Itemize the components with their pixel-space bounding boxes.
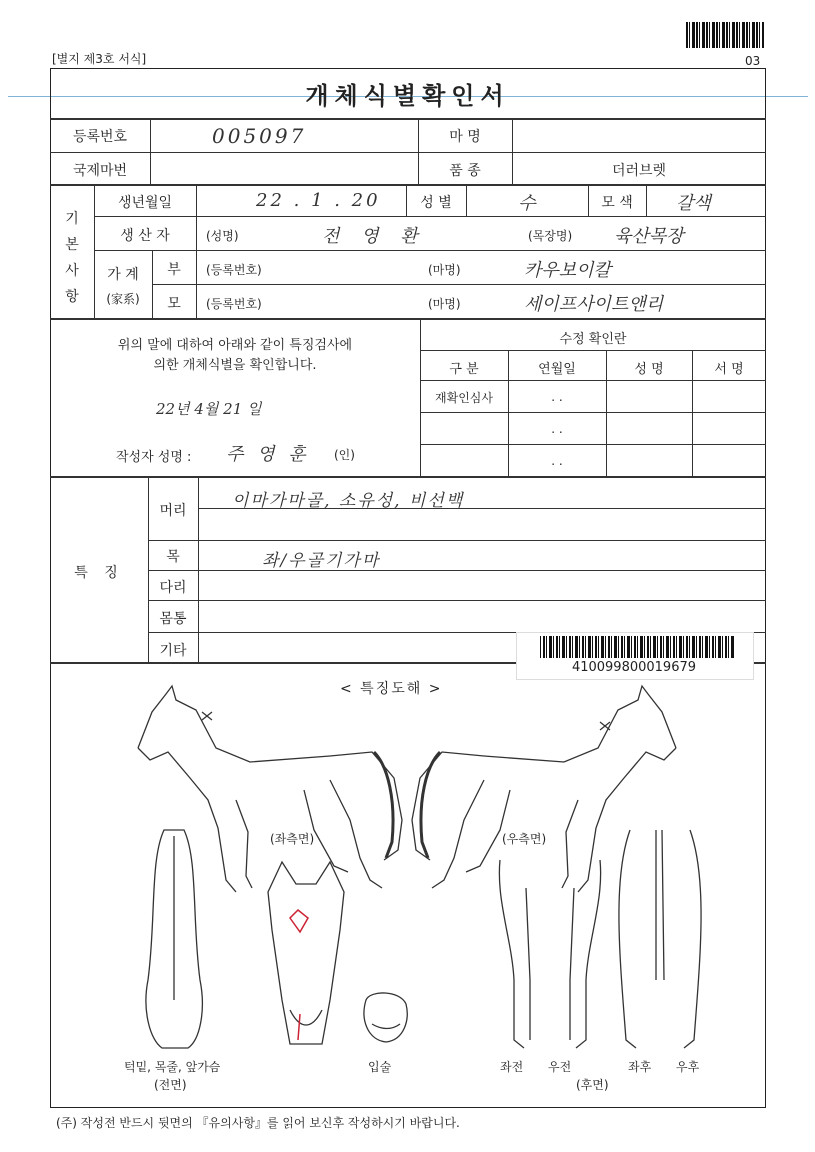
producer-name-sublabel: (성명) [206, 229, 239, 243]
barcode-bars [540, 636, 734, 658]
lip-label: 입술 [368, 1060, 392, 1074]
dam-name: 세이프사이트앤리 [524, 294, 664, 315]
hind-left-label: 좌후 [628, 1060, 652, 1074]
basic-section-label: 기본사항 [65, 211, 79, 305]
revision-title: 수정 확인란 [559, 332, 627, 347]
confirm-text-line1: 위의 말에 대하여 아래와 같이 특징검사에 [117, 338, 353, 353]
producer-label: 생 산 자 [120, 228, 170, 244]
dam-name-sublabel: (마명) [428, 297, 461, 311]
revision-header-date: 연월일 [538, 362, 576, 377]
top-barcode [686, 22, 764, 48]
diagram-title: < 특징도해 > [340, 681, 443, 697]
features-section-label: 특 징 [74, 565, 124, 581]
color-value: 갈색 [676, 193, 711, 214]
sex-value: 수 [518, 193, 536, 214]
front-right-label: 우전 [548, 1060, 572, 1074]
sex-label: 성 별 [420, 195, 452, 211]
form-label: [별지 제3호 서식] [52, 52, 147, 66]
ranch-sublabel: (목장명) [528, 229, 573, 243]
sire-name-sublabel: (마명) [428, 263, 461, 277]
author-label: 작성자 성명 : [116, 450, 192, 465]
revision-header-name: 성 명 [634, 362, 664, 377]
footer-note: (주) 작성전 반드시 뒷면의 『유의사항』를 읽어 보신후 작성하시기 바랍니다. [56, 1116, 460, 1130]
color-label: 모 색 [601, 195, 633, 211]
dam-label: 모 [167, 296, 181, 312]
author-name: 주 영 훈 [226, 444, 310, 465]
hind-right-label: 우후 [676, 1060, 700, 1074]
birth-value: 22 . 1 . 20 [256, 190, 381, 211]
ranch-name: 육산목장 [614, 226, 684, 247]
front-left-label: 좌전 [500, 1060, 524, 1074]
front-label: (전면) [154, 1078, 187, 1092]
horse-name-label: 마 명 [449, 129, 481, 145]
left-side-label: (좌측면) [270, 832, 315, 846]
barcode-number: 410099800019679 [571, 660, 697, 675]
dam-reg-sublabel: (등록번호) [206, 297, 262, 311]
head-value: 이마가마골, 소유성, 비선백 [232, 491, 465, 511]
legs-label: 다리 [159, 580, 187, 596]
head-label: 머리 [159, 503, 187, 519]
reg-no-value: 005097 [212, 124, 307, 148]
neck-label: 목 [166, 549, 180, 565]
confirm-text-line2: 의한 개체식별을 확인합니다. [153, 358, 317, 373]
page-title: 개체식별확인서 [305, 82, 510, 110]
sire-name: 카우보이칼 [524, 260, 611, 281]
revision-row-date: . . [551, 422, 563, 436]
rear-label: (후면) [576, 1078, 609, 1092]
intl-no-label: 국제마번 [72, 163, 128, 179]
reg-no-label: 등록번호 [72, 129, 128, 145]
producer-name: 전 영 환 [322, 226, 426, 247]
revision-row-date: . . [551, 454, 563, 468]
revision-row-type: 재확인심사 [435, 391, 493, 405]
pedigree-label: 가 계 [107, 267, 139, 283]
breed-value: 더러브렛 [611, 163, 667, 179]
other-label: 기타 [159, 643, 187, 659]
revision-row-date: . . [551, 390, 563, 404]
page-number: 03 [745, 54, 761, 68]
sire-label: 부 [167, 262, 181, 278]
revision-header-type: 구 분 [449, 362, 479, 377]
breed-label: 품 종 [449, 163, 481, 179]
revision-header-sign: 서 명 [714, 362, 744, 377]
neck-value: 좌/우골기가마 [262, 551, 381, 571]
body-label: 몸통 [159, 611, 187, 627]
pedigree-hanja: (家系) [106, 292, 140, 306]
front-caption: 턱밑, 목줄, 앞가슴 [124, 1060, 221, 1074]
right-side-label: (우측면) [502, 832, 547, 846]
author-seal: (인) [334, 448, 355, 462]
sire-reg-sublabel: (등록번호) [206, 263, 262, 277]
birth-label: 생년월일 [117, 195, 173, 211]
confirm-date: 22년 4월 21 일 [156, 400, 262, 418]
